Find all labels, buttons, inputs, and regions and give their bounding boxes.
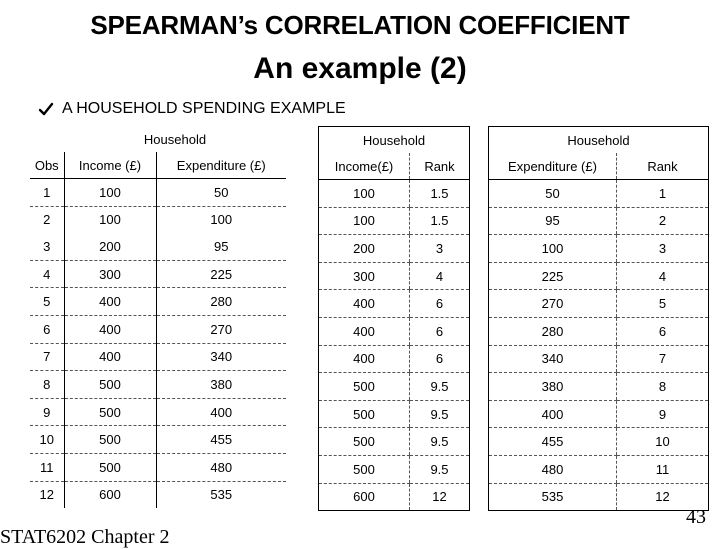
table-cell: 200 <box>319 235 410 263</box>
table-cell: 400 <box>64 315 156 343</box>
table-cell: 95 <box>156 233 286 260</box>
table-cell: 500 <box>319 428 410 456</box>
table-cell: 100 <box>156 206 286 233</box>
table-cell: 1.5 <box>410 207 470 235</box>
bullet-item <box>38 100 346 118</box>
table-cell: 500 <box>64 426 156 454</box>
income-rank-table <box>318 126 470 511</box>
table-cell: 9.5 <box>410 373 470 401</box>
table-cell: 1 <box>617 180 709 208</box>
table-row <box>30 315 286 343</box>
table-row <box>489 428 709 456</box>
table-cell: 500 <box>64 398 156 426</box>
table-row <box>319 207 470 235</box>
table-cell: 280 <box>489 317 617 345</box>
slide-title: SPEARMAN’s CORRELATION COEFFICIENT <box>90 10 630 40</box>
table-cell: 400 <box>489 400 617 428</box>
table-cell: 340 <box>156 343 286 371</box>
table-cell: 100 <box>64 179 156 207</box>
table-row <box>30 288 286 316</box>
column-header: Income(£) <box>319 153 410 180</box>
table-row <box>319 483 470 511</box>
table-row <box>319 180 470 208</box>
table-row <box>489 262 709 290</box>
table-cell: 400 <box>319 317 410 345</box>
table3-group-header: Household <box>567 132 630 148</box>
table-cell: 7 <box>30 343 64 371</box>
table-cell: 100 <box>64 206 156 233</box>
table-row <box>489 180 709 208</box>
table-row <box>30 481 286 508</box>
table-cell: 9.5 <box>410 455 470 483</box>
table-row <box>489 235 709 263</box>
table-cell: 400 <box>319 345 410 373</box>
table-cell: 2 <box>617 207 709 235</box>
table-cell: 535 <box>541 489 564 505</box>
table-row <box>489 400 709 428</box>
table-cell: 100 <box>489 235 617 263</box>
column-header: Rank <box>410 153 470 180</box>
table-cell: 95 <box>489 207 617 235</box>
table-cell: 5 <box>617 290 709 318</box>
table-row <box>30 233 286 260</box>
table-cell: 12 <box>39 487 54 503</box>
bullet-text: A HOUSEHOLD SPENDING EXAMPLE <box>62 100 346 117</box>
table-row <box>319 290 470 318</box>
table-cell: 7 <box>617 345 709 373</box>
table-cell: 500 <box>64 453 156 481</box>
table-row <box>30 179 286 207</box>
table-row <box>30 343 286 371</box>
table-cell: 380 <box>489 373 617 401</box>
table-cell: 11 <box>30 453 64 481</box>
table-cell: 4 <box>30 260 64 288</box>
table-row <box>489 455 709 483</box>
table-row <box>319 373 470 401</box>
table-cell: 6 <box>410 345 470 373</box>
table-row <box>30 260 286 288</box>
table-cell: 400 <box>64 343 156 371</box>
table-row <box>319 317 470 345</box>
page-number: 43 <box>686 506 706 528</box>
table-row <box>30 371 286 399</box>
table-cell: 100 <box>319 207 410 235</box>
table-cell: 1 <box>30 179 64 207</box>
table-cell: 480 <box>156 453 286 481</box>
table-row <box>319 345 470 373</box>
table-row <box>489 345 709 373</box>
table-cell: 1.5 <box>410 180 470 208</box>
table-cell: 400 <box>156 398 286 426</box>
table-row <box>30 453 286 481</box>
expenditure-rank-table <box>488 126 709 511</box>
table-cell: 200 <box>64 233 156 260</box>
table-row <box>489 373 709 401</box>
table-row <box>30 426 286 454</box>
table-cell: 8 <box>617 373 709 401</box>
table-row <box>319 235 470 263</box>
column-header: Obs <box>30 152 64 179</box>
table-cell: 225 <box>156 260 286 288</box>
table-row <box>489 207 709 235</box>
table-cell: 2 <box>43 212 51 228</box>
table-cell: 9 <box>617 400 709 428</box>
table-row <box>489 483 709 511</box>
table-cell: 600 <box>64 481 156 508</box>
slide-subtitle: An example (2) <box>253 52 467 85</box>
table-cell: 270 <box>489 290 617 318</box>
column-header: Expenditure (£) <box>156 152 286 179</box>
table-cell: 500 <box>64 371 156 399</box>
column-header: Rank <box>617 153 709 180</box>
table-cell: 455 <box>156 426 286 454</box>
table2-group-header: Household <box>362 132 426 148</box>
table-cell: 50 <box>489 180 617 208</box>
household-data-table <box>30 126 286 508</box>
table-cell: 8 <box>30 371 64 399</box>
footer-course-label: STAT6202 Chapter 2 <box>0 526 170 548</box>
table-cell: 6 <box>410 290 470 318</box>
table-cell: 400 <box>64 288 156 316</box>
table-row <box>30 206 286 233</box>
table-cell: 270 <box>156 315 286 343</box>
table-row <box>319 455 470 483</box>
table-cell: 3 <box>30 233 64 260</box>
table-cell: 3 <box>410 235 470 263</box>
table-row <box>489 290 709 318</box>
table-cell: 9.5 <box>410 428 470 456</box>
table-cell: 12 <box>617 483 709 511</box>
table1-group-header: Household <box>143 131 207 147</box>
table-row <box>319 400 470 428</box>
table-cell: 340 <box>489 345 617 373</box>
table-cell: 225 <box>489 262 617 290</box>
table-cell: 6 <box>410 317 470 345</box>
table-row <box>489 317 709 345</box>
table-cell: 280 <box>156 288 286 316</box>
table-cell: 10 <box>617 428 709 456</box>
column-header: Expenditure (£) <box>489 153 617 180</box>
table-cell: 11 <box>617 455 709 483</box>
table-cell: 3 <box>617 235 709 263</box>
table-cell: 535 <box>156 481 286 508</box>
table-cell: 300 <box>319 262 410 290</box>
table-row <box>319 262 470 290</box>
table-cell: 6 <box>617 317 709 345</box>
table-cell: 480 <box>489 455 617 483</box>
table-cell: 100 <box>319 180 410 208</box>
checkmark-icon <box>38 101 54 117</box>
table-row <box>319 428 470 456</box>
table-cell: 500 <box>319 455 410 483</box>
table-cell: 380 <box>156 371 286 399</box>
table-cell: 500 <box>319 400 410 428</box>
table-cell: 50 <box>156 179 286 207</box>
table-cell: 9.5 <box>410 400 470 428</box>
table-cell: 5 <box>30 288 64 316</box>
table-cell: 455 <box>489 428 617 456</box>
table-cell: 500 <box>319 373 410 401</box>
table-cell: 400 <box>319 290 410 318</box>
table-cell: 12 <box>410 483 470 511</box>
table-cell: 4 <box>617 262 709 290</box>
table-cell: 10 <box>30 426 64 454</box>
table-cell: 6 <box>30 315 64 343</box>
table-cell: 4 <box>410 262 470 290</box>
table-cell: 600 <box>353 489 375 505</box>
table-cell: 9 <box>30 398 64 426</box>
table-row <box>30 398 286 426</box>
column-header: Income (£) <box>64 152 156 179</box>
table-cell: 300 <box>64 260 156 288</box>
